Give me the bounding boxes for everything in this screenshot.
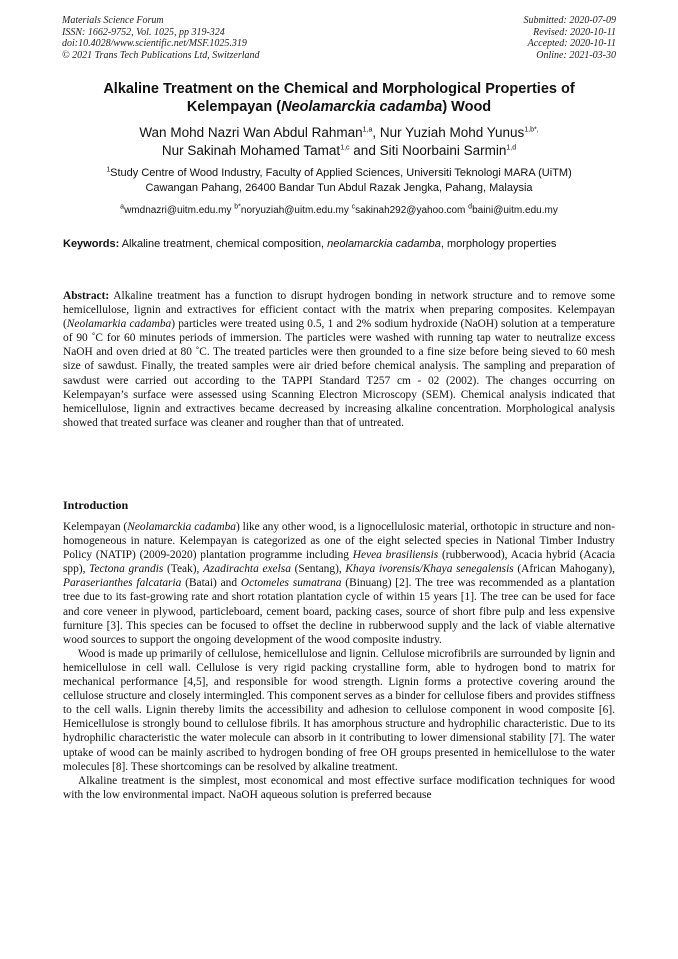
email-c-sup: c [351, 203, 356, 211]
journal-issn: ISSN: 1662-9752, Vol. 1025, pp 319-324 [62, 26, 225, 38]
keywords-label: Keywords: [63, 238, 120, 250]
intro-species: Neolamarckia cadamba [127, 521, 236, 533]
authors-line-1: Wan Mohd Nazri Wan Abdul Rahman$^{1,a}$, Nur Yuziah Mohd Yunus$^{1,b*,}$ [139, 125, 539, 140]
intro-species: Tectona grandis [89, 563, 164, 576]
abstract-species: Neolamarkia cadamba [66, 318, 172, 331]
affiliation-line-2: Cawangan Pahang, 26400 Bandar Tun Abdul Razak Jengka, Pahang, Malaysia [145, 181, 533, 194]
title-line-1: Alkaline Treatment on the Chemical and Morphological Properties of [103, 81, 575, 97]
email-d-sup: d [468, 203, 473, 211]
journal-name: Materials Science Forum [62, 15, 164, 26]
abstract [63, 289, 615, 430]
author-4: Siti Noorbaini Sarmin [379, 143, 507, 158]
keywords-text-end: , morphology properties [440, 238, 557, 250]
email-b[interactable]: noryuziah@uitm.edu.my [240, 205, 349, 216]
abstract-text-1: Alkaline treatment has a function to disrupt hydrogen bonding in network structure and to remove some hemicellulose, lignin and extractives for efficient contact with the matrix when preparing composites. Kelempayan ( [63, 290, 616, 331]
intro-text: (rubberwood), Acacia hybrid (Acacia spp), [63, 549, 615, 576]
intro-text: (Teak), [163, 563, 204, 576]
abstract-text-2: ) particles were treated using 0.5, 1 and 2% sodium hydroxide (NaOH) solution at a temperature of 90 ˚C for 60 minutes periods of immersion. The particles were washed with running tap water to neutralize excess NaOH and oven dried at 80 ˚C. The treated particles were then grounded to a fine size before being sieved to 60 mesh size of sawdust. Finally, the treated samples were air dried before chemical analysis. The sampling and preparation of sawdust were carried out according to the TAPPI Standard T257 cm - 02 (2002). The changes occurring on Kelempayan’s surface were assessed using Scanning Electron Microscopy (SEM). Chemical analysis indicated that hemicellulose, lignin and extractives became decreased by increasing alkaline concentration. Morphological analysis showed that treated surface was cleaner and rougher than that of untreated. [63, 318, 615, 429]
author-1: Wan Mohd Nazri Wan Abdul Rahman [139, 125, 363, 140]
journal-copyright: © 2021 Trans Tech Publications Ltd, Switzerland [62, 49, 260, 61]
author-and: and [353, 143, 376, 158]
author-list [40, 124, 638, 160]
intro-species: Octomeles sumatrana [240, 577, 342, 590]
intro-text: (Batai) and [181, 577, 241, 590]
title-line-2 [40, 98, 638, 116]
journal-doi: doi:10.4028/www.scientific.net/MSF.1025.319 [62, 38, 247, 49]
intro-paragraph-1 [63, 520, 615, 647]
email-d[interactable]: baini@uitm.edu.my [472, 205, 558, 216]
author-2-sup: 1,b*, [524, 126, 539, 134]
date-accepted: Accepted: 2020-10-11 [527, 38, 616, 49]
email-a-sup: a [120, 203, 125, 211]
intro-species: Khaya ivorensis/Khaya senegalensis [345, 563, 514, 576]
affiliation [40, 166, 638, 195]
keywords-species: neolamarckia cadamba [327, 238, 441, 250]
affiliation-text-1: Study Centre of Wood Industry, Faculty of Applied Sciences, Universiti Teknologi MARA (UiTM) [110, 167, 572, 179]
title-text-end: ) Wood [442, 99, 492, 115]
intro-paragraph-3: Alkaline treatment is the simplest, most economical and most effective surface modification techniques for wood with the low environmental impact. NaOH aqueous solution is preferred because [63, 774, 615, 801]
abstract-label: Abstract: [63, 290, 110, 302]
email-b-sup: b* [234, 203, 241, 211]
author-2: Nur Yuziah Mohd Yunus [379, 125, 525, 140]
date-online: Online: 2021-03-30 [536, 49, 616, 61]
paper-title [40, 80, 638, 116]
intro-species: Paraserianthes falcataria [63, 577, 182, 590]
intro-text: Kelempayan ( [63, 521, 128, 533]
introduction-body [63, 520, 615, 802]
intro-text: (Sentang), [290, 563, 346, 576]
title-species: Neolamarckia cadamba [281, 99, 443, 115]
authors-line-2 [40, 142, 638, 160]
date-revised: Revised: 2020-10-11 [533, 26, 616, 38]
email-a[interactable]: wmdnazri@uitm.edu.my [124, 205, 232, 216]
intro-text: ) like any other wood, is a lignocellulosic material, orthotopic in structure and non-homogeneous in nature. Kelempayan is categorized as one of the eight selected species in National Timber Industry Policy (NATIP) (2009-2020) plantation programme including [63, 521, 616, 562]
keywords [63, 238, 615, 252]
intro-species: Azadirachta exelsa [203, 563, 291, 576]
intro-paragraph-2: Wood is made up primarily of cellulose, hemicellulose and lignin. Cellulose microfibrils are surrounded by lignin and hemicellulose in cell wall. Cellulose is very rigid packing crystalline form, able to hydrogen bond to matrix for mechanical performance [4,5], and responsible for wood strength. Lignin forms a protective covering around the cellulose structure and closely intermingled. This component serves as a binder for cellulose fibers and provides stiffness to the cell walls. Lignin thereby limits the accessibility and adhesion to cellulose component in wood composite [6]. Hemicellulose is strongly bound to cellulose fibrils. It has amorphous structure and hydrophilic characteristic. Due to its hydrophilic characteristic the water molecule can absorb in it contributing to lower dimensional stability [7]. The water uptake of wood can be mainly ascribed to hydrogen bonding of free OH groups presented in hemicellulose to the water molecules [8]. These shortcomings can be resolved by alkaline treatment. [63, 647, 615, 773]
email-c[interactable]: sakinah292@yahoo.com [355, 205, 466, 216]
author-3-sup: 1,c [340, 144, 350, 152]
intro-text: (African Mahogany), [513, 563, 615, 576]
affiliation-sup: 1 [106, 166, 111, 174]
author-4-sup: 1,d [506, 144, 517, 152]
affiliation-line-1 [40, 166, 638, 181]
author-3: Nur Sakinah Mohamed Tamat [161, 143, 341, 158]
author-emails [40, 204, 638, 217]
date-submitted: Submitted: 2020-07-09 [523, 15, 616, 26]
journal-info [62, 15, 260, 61]
title-text: Kelempayan ( [186, 99, 282, 115]
publication-dates [524, 15, 617, 61]
author-1-sup: 1,a [362, 126, 373, 134]
intro-text: (Binuang) [2]. The tree was recommended as a plantation tree due to its fast-growing rate and short rotation plantation cycle of within 15 years [1]. The tree can be used for face and core veneer in plywood, particleboard, cement board, packing cases, source of short fibre pulp and less expensive furniture [3]. This species can be focused to offset the decline in rubberwood supply and the lack of viable alternative wood sources to support the ongoing development of the wood composite industry. [63, 577, 616, 646]
introduction-heading: Introduction [63, 498, 129, 512]
keywords-text: Alkaline treatment, chemical composition, [121, 238, 325, 250]
intro-species: Hevea brasiliensis [352, 549, 439, 562]
